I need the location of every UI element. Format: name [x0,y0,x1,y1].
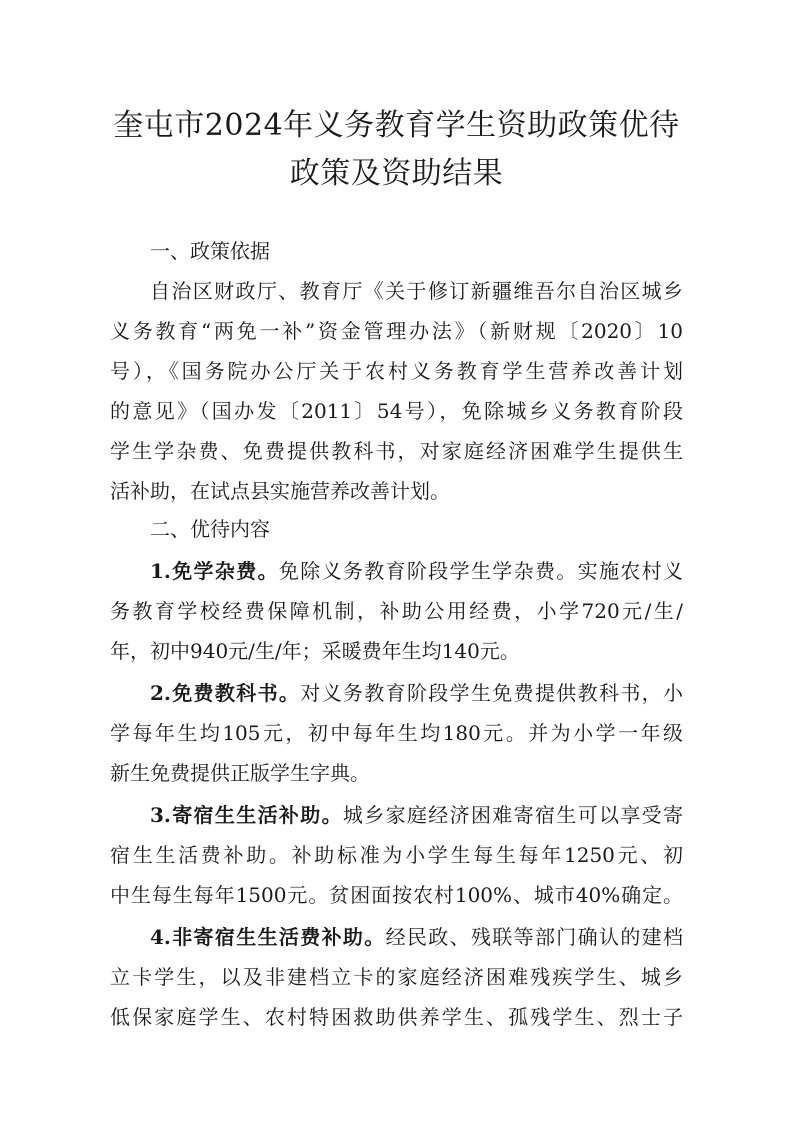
item-1-first-line [150,556,683,586]
section-1-text-line: 的意见》（国办发〔2011〕54号），免除城乡义务教育阶段 [110,399,683,423]
document-title-line-2: 政策及资助结果 [289,156,504,191]
section-1-text-line: 号），《国务院办公厅关于农村义务教育学生营养改善计划 [110,359,683,383]
item-4-text-line: 低保家庭学生、农村特困救助供养学生、孤残学生、烈士子 [110,1005,683,1029]
section-1-text-line: 自治区财政厅、教育厅《关于修订新疆维吾尔自治区城乡 [150,279,683,303]
section-1-text-line: 活补助，在试点县实施营养改善计划。 [110,479,450,503]
item-3-label: 3.寄宿生生活补助。 [150,803,343,827]
item-2-text-line: 学每年生均105元，初中每年生均180元。并为小学一年级 [110,721,683,745]
document-title-line-1: 奎屯市2024年义务教育学生资助政策优待 [113,108,680,143]
item-3-text-line: 中生每生每年1500元。贫困面按农村100%、城市40%确定。 [110,883,683,907]
item-3-text: 城乡家庭经济困难寄宿生可以享受寄 [342,803,683,827]
item-3-text-line: 宿生生活费补助。补助标准为小学生每生每年1250元、初 [110,843,683,867]
section-2-heading: 二、优待内容 [150,517,270,541]
item-2-label: 2.免费教科书。 [150,681,301,705]
item-4-first-line [150,922,683,952]
item-4-text-line: 立卡学生，以及非建档立卡的家庭经济困难残疾学生、城乡 [110,965,683,989]
section-1-heading: 一、政策依据 [150,239,270,263]
item-1-text: 免除义务教育阶段学生学杂费。实施农村义 [278,559,683,583]
section-1-text-line: 义务教育“两免一补”资金管理办法》（新财规〔2020〕10 [110,319,683,343]
item-2-first-line [150,678,683,708]
item-1-text-line: 年，初中940元/生/年；采暖费年生均140元。 [110,639,520,663]
item-3-first-line [150,800,683,830]
section-1-text-line: 学生学杂费、免费提供教科书，对家庭经济困难学生提供生 [110,439,683,463]
item-4-label: 4.非寄宿生生活费补助。 [150,925,386,949]
item-1-text-line: 务教育学校经费保障机制，补助公用经费，小学720元/生/ [110,599,683,623]
item-2-text-line: 新生免费提供正版学生字典。 [110,761,370,785]
item-1-label: 1.免学杂费。 [150,559,279,583]
item-2-text: 对义务教育阶段学生免费提供教科书，小 [300,681,683,705]
item-4-text: 经民政、残联等部门确认的建档 [385,925,683,949]
